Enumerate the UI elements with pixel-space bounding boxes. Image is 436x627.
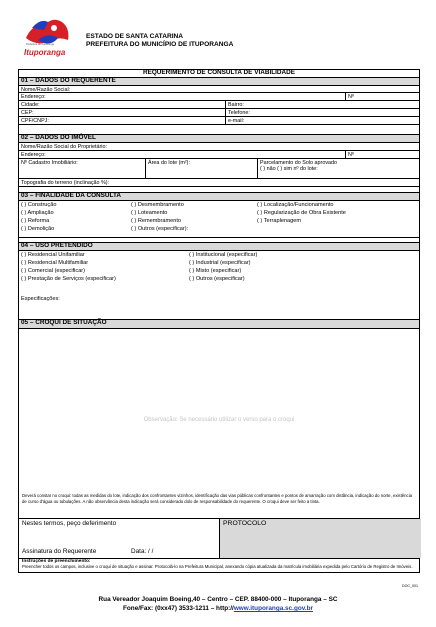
purpose-option[interactable]: ( ) Regularização de Obra Existente <box>257 210 346 216</box>
use-option[interactable]: ( ) Residencial Multifamiliar <box>21 260 89 266</box>
lot-area-label: Área do lote (m²): <box>148 159 190 166</box>
topography-field[interactable] <box>19 179 419 187</box>
date-label[interactable]: Data: / / <box>131 548 154 555</box>
form-title: REQUERIMENTO DE CONSULTA DE VIABILIDADE <box>19 70 419 78</box>
purpose-option[interactable]: ( ) Ampliação <box>21 210 54 216</box>
property-address-label: Endereço: <box>21 151 46 158</box>
specifications-label: Especificações: <box>21 296 60 302</box>
topography-label: Topografia do terreno (inclinação %): <box>21 179 110 186</box>
header-text <box>86 33 233 49</box>
city-logo <box>18 8 74 64</box>
purpose-option[interactable]: ( ) Outros (especificar): <box>131 226 189 232</box>
sketch-watermark: Observação: Se necessário utilizar o verso para o croqui <box>143 417 295 423</box>
protocol-label: PROTOCOLO <box>223 520 267 527</box>
footer-phone: Fone/Fax: (0xx47) 3533-1211 – http:// <box>122 605 234 612</box>
use-options <box>19 251 419 320</box>
applicant-cpf-field[interactable] <box>19 117 419 125</box>
footer-website-link[interactable]: www.ituporanga.sc.gov.br <box>233 605 313 612</box>
section-04-title: 04 – USO PRETENDIDO <box>19 242 419 251</box>
section-02-title: 02 – DADOS DO IMÓVEL <box>19 135 419 143</box>
footer-address: Rua Vereador Joaquim Boeing,40 – Centro – CEP. 88400-000 – Ituporanga – SC <box>98 596 338 603</box>
purpose-option[interactable]: ( ) Reforma <box>21 218 50 224</box>
consultation-form <box>18 69 420 573</box>
use-option[interactable]: ( ) Residencial Unifamiliar <box>21 252 85 258</box>
applicant-city-field[interactable] <box>19 101 419 109</box>
applicant-name-label: Nome/Razão Social: <box>21 86 71 93</box>
applicant-name-field[interactable] <box>19 86 419 93</box>
registry-label: Nº Cadastro Imobiliário: <box>21 159 78 166</box>
use-option[interactable]: ( ) Misto (especificar) <box>189 268 242 274</box>
applicant-address-field[interactable] <box>19 93 419 101</box>
applicant-phone-label: Telefone: <box>228 109 250 116</box>
applicant-district-label: Bairro: <box>228 101 244 108</box>
signature-label[interactable]: Assinatura do Requerente <box>22 548 97 555</box>
logo-text: Ituporanga <box>24 48 66 57</box>
use-option[interactable]: ( ) Outros (especificar) <box>189 276 245 282</box>
applicant-cep-label: CEP: <box>21 109 34 116</box>
instructions-title: Instruções de preenchimento: <box>22 559 91 564</box>
signature-row <box>19 519 419 559</box>
purpose-option[interactable]: ( ) Localização/Funcionamento <box>257 202 334 208</box>
sketch-area[interactable] <box>19 329 419 519</box>
section-01-title: 01 – DADOS DO REQUERENTE <box>19 78 419 86</box>
purpose-option[interactable]: ( ) Remembramento <box>131 218 182 224</box>
terms-text: Nestes termos, peço deferimento <box>22 520 117 527</box>
footer-contact <box>0 605 436 614</box>
use-option[interactable]: ( ) Industrial (especificar) <box>189 260 251 266</box>
use-option[interactable]: ( ) Prestação de Serviços (especificar) <box>21 276 116 282</box>
purpose-option[interactable]: ( ) Desmembramento <box>131 202 184 208</box>
applicant-cpf-label: CPF/CNPJ: <box>21 117 49 124</box>
section-05-title: 05 – CROQUI DE SITUAÇÃO <box>19 320 419 329</box>
purpose-option[interactable]: ( ) Terraplenagem <box>257 218 302 224</box>
instructions-text: Preencher todos os campos, inclusive o croqui de situação e assinar. Protocolá-lo na Prefeitura Municipal, anexando cópia atualizada da matrícula imobiliária expedida pelo Cartório de Registro de Imóveis. <box>22 564 413 569</box>
property-number-label: Nº <box>348 151 354 158</box>
doc-code: DOC_001 <box>402 584 418 588</box>
subdivision-label: Parcelamento do Solo aprovado <box>260 159 338 166</box>
applicant-cep-field[interactable] <box>19 109 419 117</box>
protocol-box <box>219 519 421 558</box>
instructions <box>19 559 419 574</box>
applicant-city-label: Cidade: <box>21 101 40 108</box>
applicant-number-label: Nº <box>348 93 354 100</box>
applicant-address-label: Endereço: <box>21 93 46 100</box>
section-03-title: 03 – FINALIDADE DA CONSULTA <box>19 192 419 201</box>
property-registry-row[interactable] <box>19 159 419 179</box>
subdivision-options[interactable]: ( ) não ( ) sim nº do lote: <box>260 166 318 172</box>
use-option[interactable]: ( ) Institucional (especificar) <box>189 252 258 258</box>
purpose-options <box>19 201 419 238</box>
applicant-email-label: e-mail: <box>228 117 245 124</box>
purpose-option[interactable]: ( ) Construção <box>21 202 57 208</box>
property-address-field[interactable] <box>19 151 419 159</box>
city-hall-name: PREFEITURA DO MUNICÍPIO DE ITUPORANGA <box>86 41 234 48</box>
purpose-option[interactable]: ( ) Demolição <box>21 226 55 232</box>
owner-name-label: Nome/Razão Social do Proprietário: <box>21 143 107 150</box>
sketch-note: Deverá constar no croqui: todas as medidas do lote, indicação dos confrontantes vizinhos, identificação das vias públicas confrontantes e pontos de amarração com distância, indicação do norte, existência de curso d'água ou tubulações. A não observância desta indicação será considerado dolo de responsabilidade do requerente. O croqui deve ser feito a tinta. <box>22 493 413 504</box>
state-name: ESTADO DE SANTA CATARINA <box>86 33 184 40</box>
logo-subtext: Prefeitura de Ituporanga <box>26 43 54 46</box>
purpose-option[interactable]: ( ) Loteamento <box>131 210 168 216</box>
use-option[interactable]: ( ) Comercial (especificar) <box>21 268 86 274</box>
owner-name-field[interactable] <box>19 143 419 151</box>
